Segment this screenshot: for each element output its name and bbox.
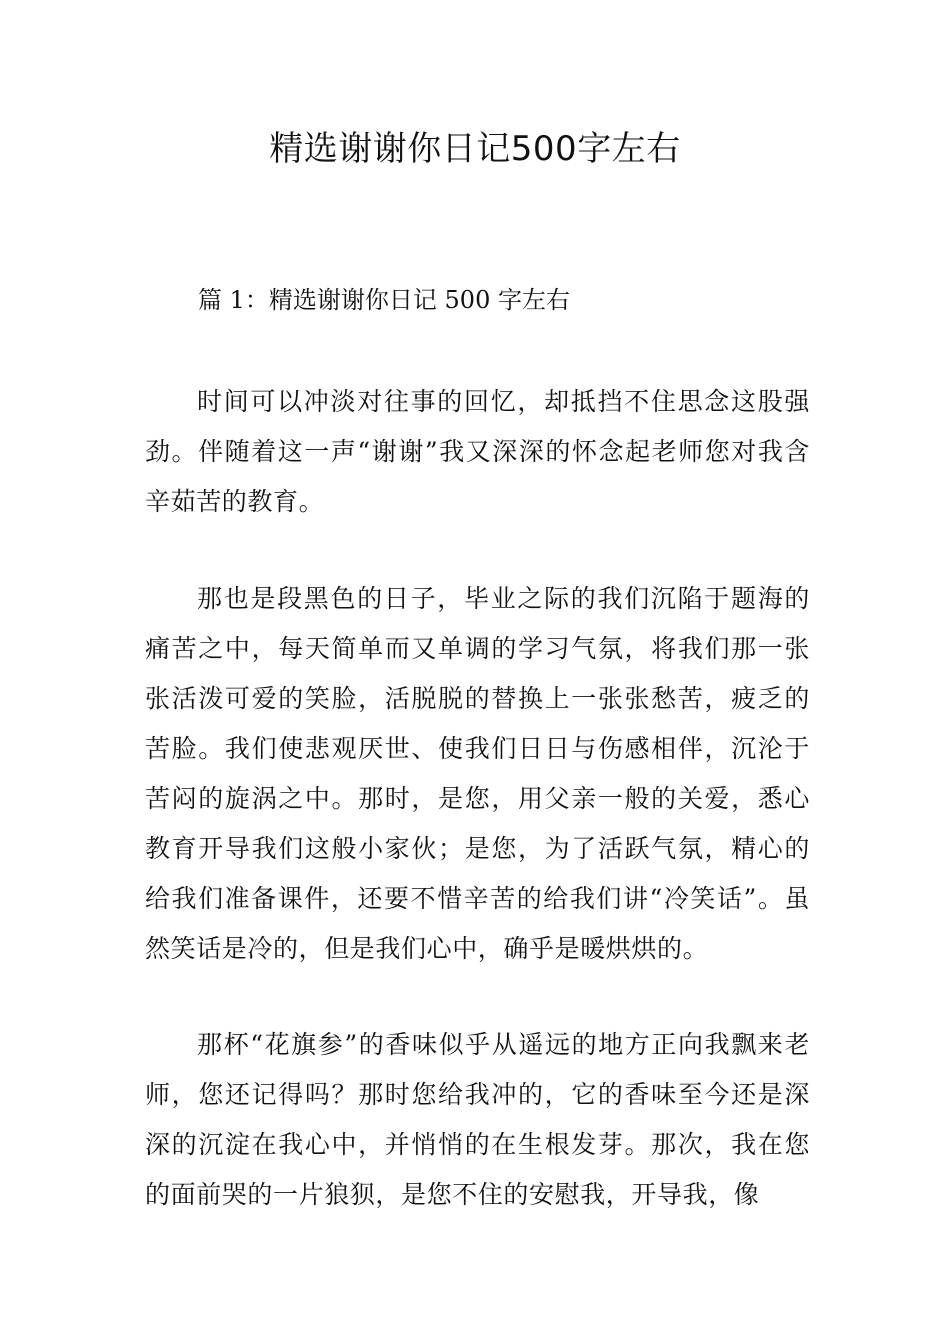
paragraph-1: 时间可以冲淡对往事的回忆，却抵挡不住思念这股强劲。伴随着这一声“谢谢”我又深深的怀念起老师您对我含辛茹苦的教育。 <box>145 387 810 516</box>
paragraph-3: 那杯“花旗参”的香味似乎从遥远的地方正向我飘来老师，您还记得吗？那时您给我冲的，它的香味至今还是深深的沉淀在我心中，并悄悄的在生根发芽。那次，我在您的面前哭的一片狼狈，是您不住的安慰我，开导我，像 <box>145 1030 810 1209</box>
paragraph-2: 那也是段黑色的日子，毕业之际的我们沉陷于题海的痛苦之中，每天简单而又单调的学习气氛，将我们那一张张活泼可爱的笑脸，活脱脱的替换上一张张愁苦，疲乏的苦脸。我们使悲观厌世、使我们日日与伤感相伴，沉沦于苦闷的旋涡之中。那时，是您，用父亲一般的关爱，悉心教育开导我们这般小家伙；是您，为了活跃气氛，精心的给我们准备课件，还要不惜辛苦的给我们讲“冷笑话”。虽然笑话是冷的，但是我们心中，确乎是暖烘烘的。 <box>145 584 810 963</box>
section-heading: 篇 1：精选谢谢你日记 500 字左右 <box>198 286 570 314</box>
document-title: 精选谢谢你日记500字左右 <box>269 129 681 169</box>
